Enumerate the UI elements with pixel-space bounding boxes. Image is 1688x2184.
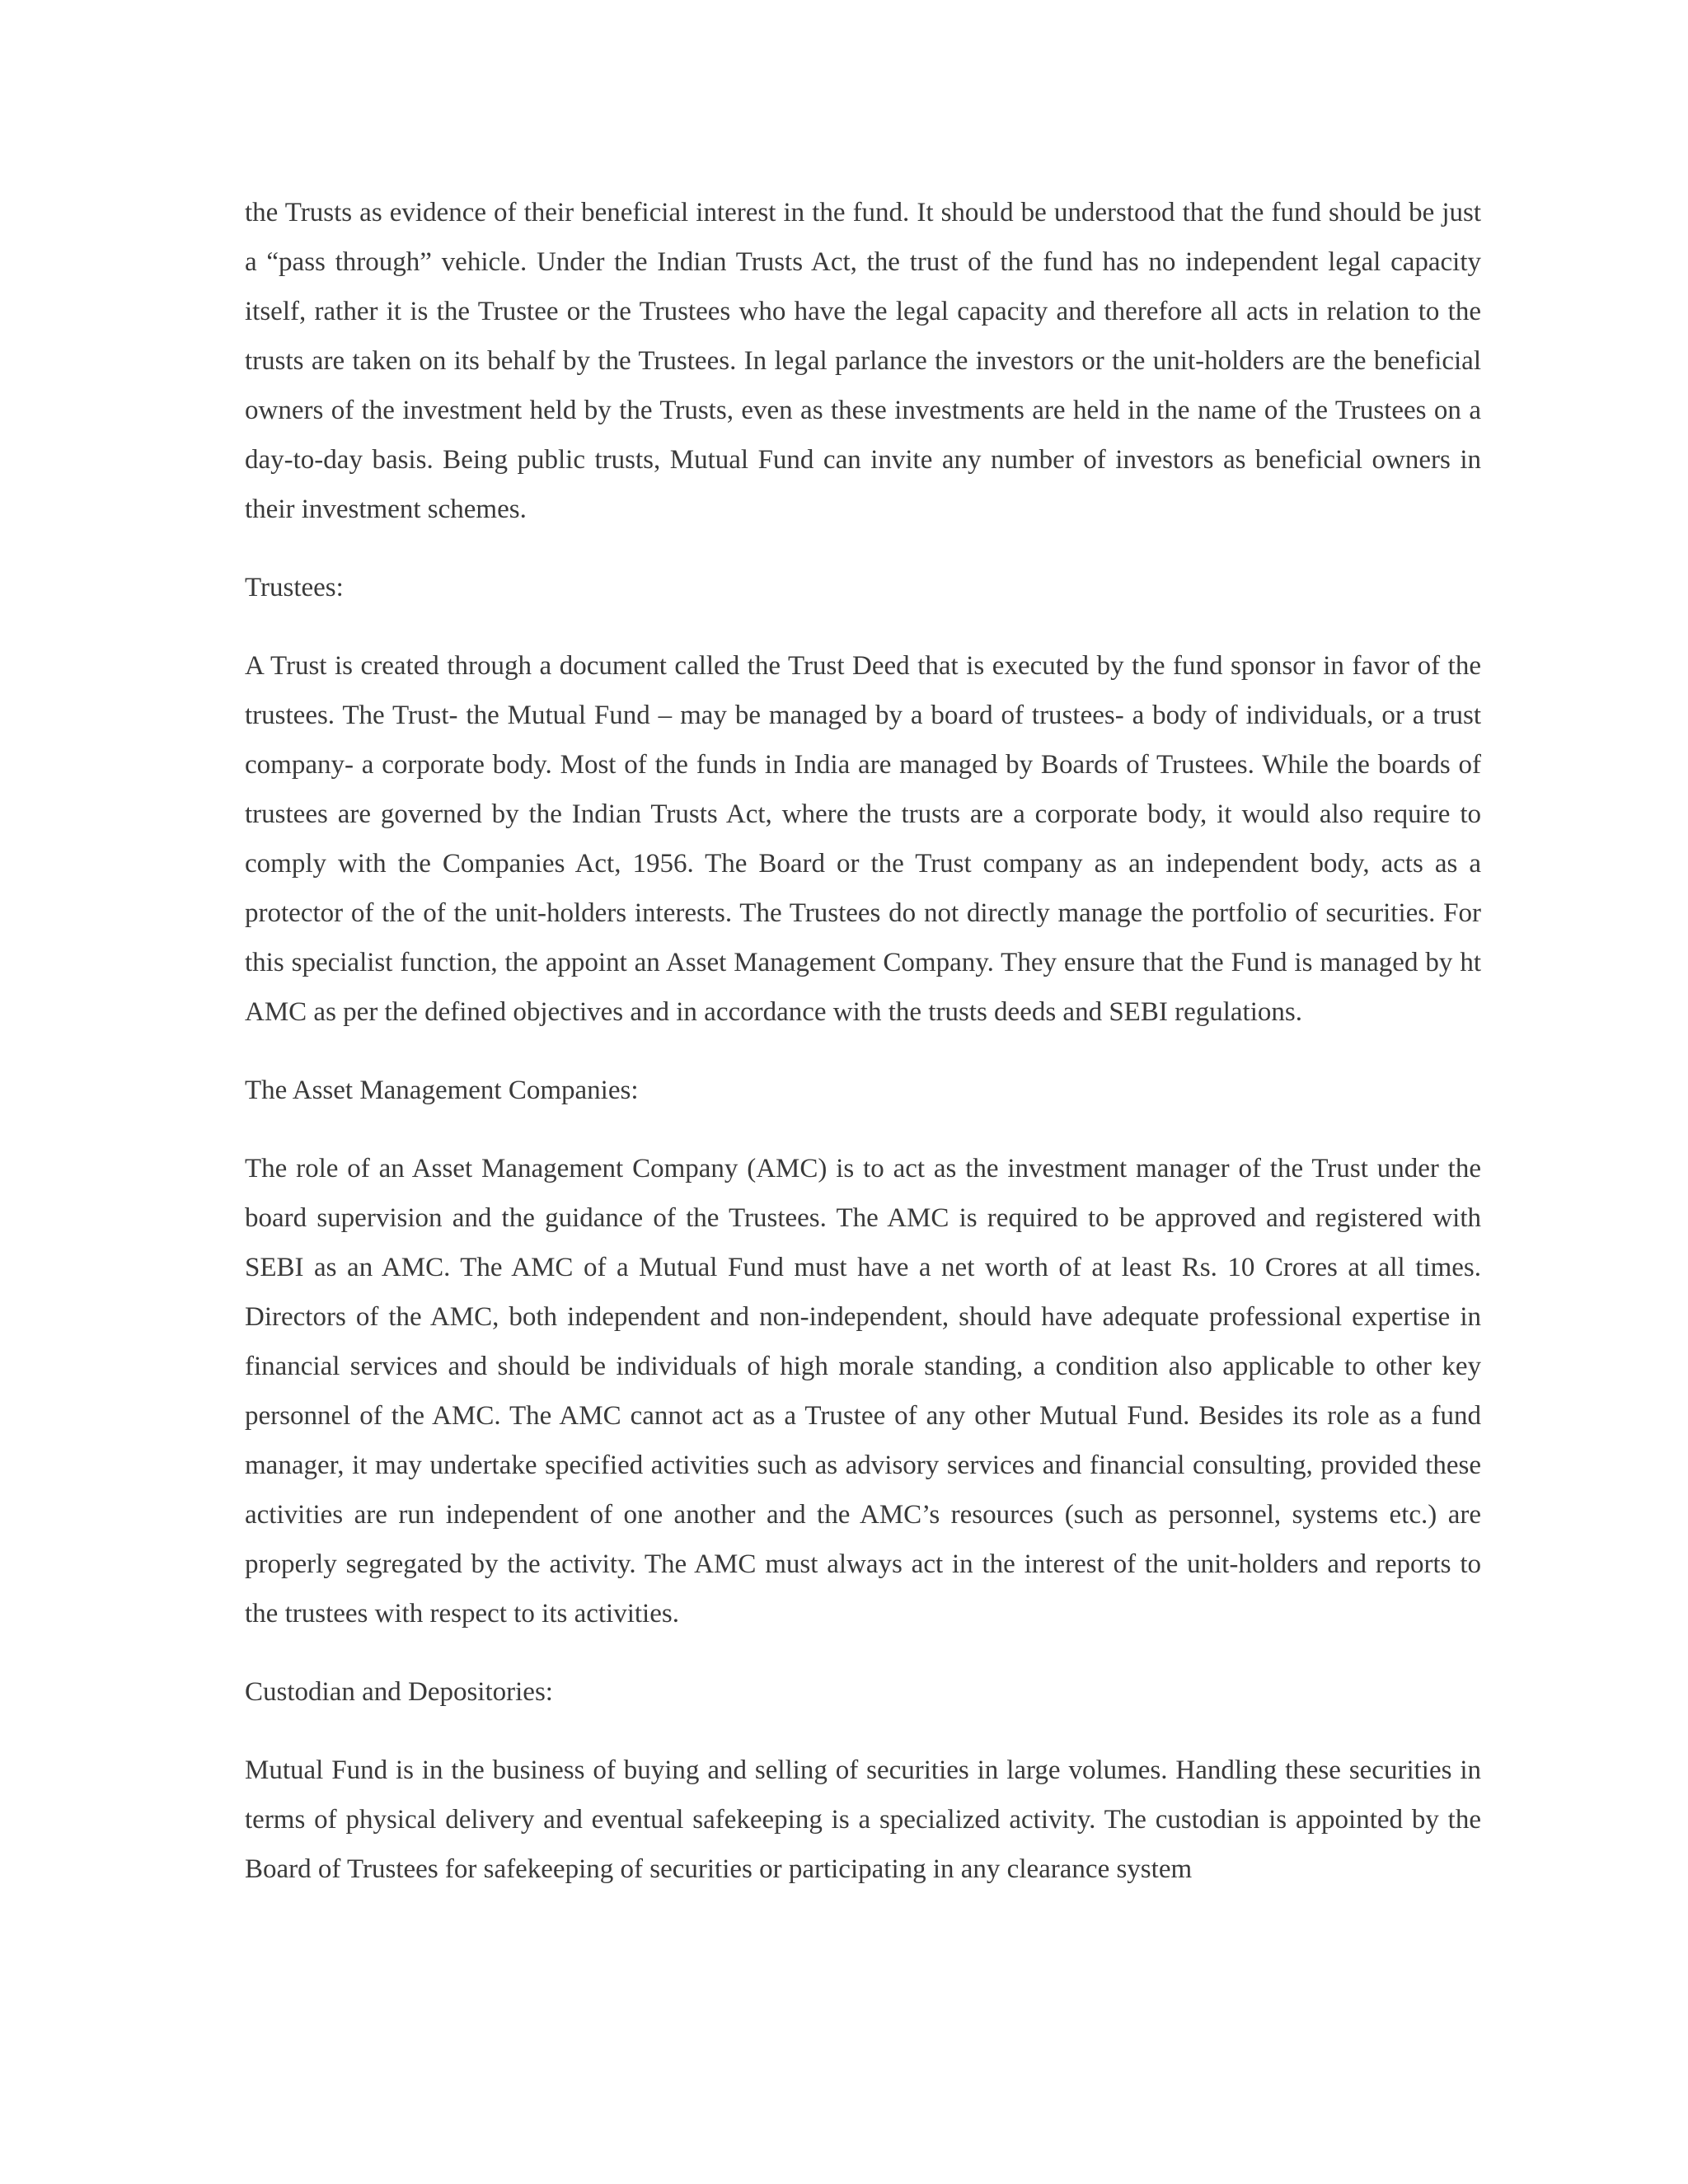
heading-custodian-depositories: Custodian and Depositories: bbox=[245, 1677, 553, 1707]
paragraph-custodian-depositories: Mutual Fund is in the business of buying and selling of securities in large volumes. Handling these securities in terms of physical delivery and eventual safekeeping is a specialized activity. The custodian is appointed by the Board of Trustees for safekeeping of securities or participating in any clearance system bbox=[245, 1755, 1481, 1884]
document-body bbox=[245, 188, 1481, 1923]
paragraph-trusts-intro: the Trusts as evidence of their beneficial interest in the fund. It should be understood that the fund should be just a “pass through” vehicle. Under the Indian Trusts Act, the trust of the fund has no independent legal capacity itself, rather it is the Trustee or the Trustees who have the legal capacity and therefore all acts in relation to the trusts are taken on its behalf by the Trustees. In legal parlance the investors or the unit-holders are the beneficial owners of the investment held by the Trusts, even as these investments are held in the name of the Trustees on a day-to-day basis. Being public trusts, Mutual Fund can invite any number of investors as beneficial owners in their investment schemes. bbox=[245, 198, 1481, 524]
heading-trustees: Trustees: bbox=[245, 573, 344, 602]
heading-asset-management-companies: The Asset Management Companies: bbox=[245, 1076, 639, 1105]
paragraph-asset-management-companies: The role of an Asset Management Company (AMC) is to act as the investment manager of the Trust under the board supervision and the guidance of the Trustees. The AMC is required to be approved and registered with SEBI as an AMC. The AMC of a Mutual Fund must have a net worth of at least Rs. 10 Crores at all times. Directors of the AMC, both independent and non-independent, should have adequate professional expertise in financial services and should be individuals of high morale standing, a condition also applicable to other key personnel of the AMC. The AMC cannot act as a Trustee of any other Mutual Fund. Besides its role as a fund manager, it may undertake specified activities such as advisory services and financial consulting, provided these activities are run independent of one another and the AMC’s resources (such as personnel, systems etc.) are properly segregated by the activity. The AMC must always act in the interest of the unit-holders and reports to the trustees with respect to its activities. bbox=[245, 1154, 1481, 1629]
paragraph-trustees: A Trust is created through a document called the Trust Deed that is executed by the fund sponsor in favor of the trustees. The Trust- the Mutual Fund – may be managed by a board of trustees- a body of individuals, or a trust company- a corporate body. Most of the funds in India are managed by Boards of Trustees. While the boards of trustees are governed by the Indian Trusts Act, where the trusts are a corporate body, it would also require to comply with the Companies Act, 1956. The Board or the Trust company as an independent body, acts as a protector of the of the unit-holders interests. The Trustees do not directly manage the portfolio of securities. For this specialist function, the appoint an Asset Management Company. They ensure that the Fund is managed by ht AMC as per the defined objectives and in accordance with the trusts deeds and SEBI regulations. bbox=[245, 651, 1481, 1027]
